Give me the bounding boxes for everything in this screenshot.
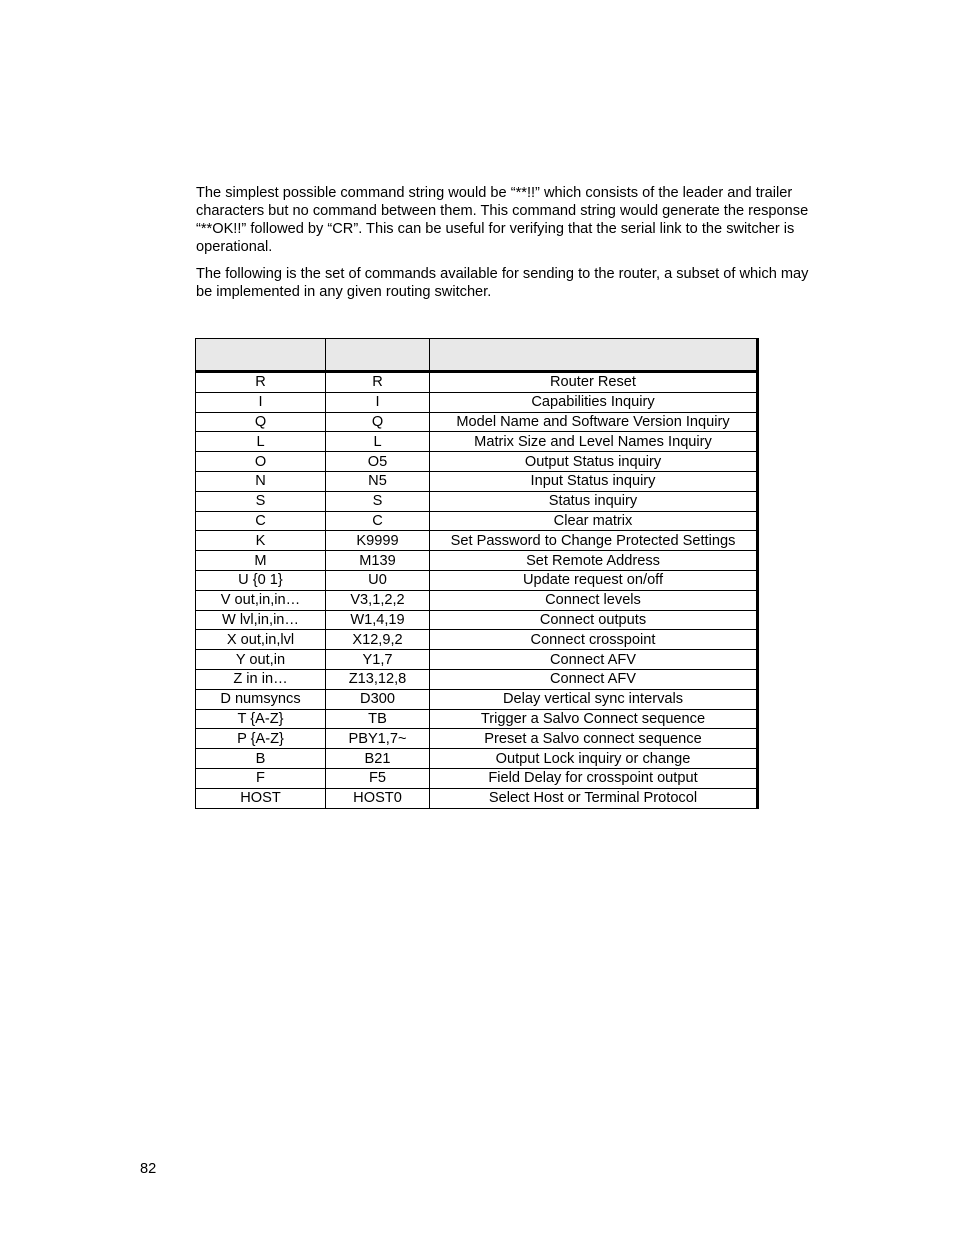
example-cell: S: [326, 491, 430, 511]
example-cell: Z13,12,8: [326, 669, 430, 689]
description-cell: Clear matrix: [430, 511, 758, 531]
paragraph-simplest-command: The simplest possible command string would be “**!!” which consists of the leader and trailer characters but no command between them. This command string would generate the response “**OK!!” followed by “CR”. This can be useful for verifying that the serial link to the switcher is operational.: [196, 185, 809, 255]
example-cell: D300: [326, 689, 430, 709]
command-cell: V out,in,in…: [196, 590, 326, 610]
command-cell: HOST: [196, 788, 326, 808]
example-cell: O5: [326, 452, 430, 472]
example-cell: PBY1,7~: [326, 729, 430, 749]
example-cell: U0: [326, 570, 430, 590]
table-row: [196, 630, 758, 650]
example-cell: C: [326, 511, 430, 531]
example-cell: X12,9,2: [326, 630, 430, 650]
description-cell: Output Lock inquiry or change: [430, 749, 758, 769]
example-cell: Q: [326, 412, 430, 432]
command-cell: N: [196, 471, 326, 491]
command-cell: F: [196, 768, 326, 788]
example-cell: TB: [326, 709, 430, 729]
command-cell: Y out,in: [196, 650, 326, 670]
example-cell: N5: [326, 471, 430, 491]
command-cell: T {A-Z}: [196, 709, 326, 729]
description-cell: Output Status inquiry: [430, 452, 758, 472]
description-cell: Select Host or Terminal Protocol: [430, 788, 758, 808]
command-cell: W lvl,in,in…: [196, 610, 326, 630]
command-cell: Q: [196, 412, 326, 432]
table-row: [196, 432, 758, 452]
example-cell: M139: [326, 551, 430, 571]
example-cell: Y1,7: [326, 650, 430, 670]
description-cell: Connect levels: [430, 590, 758, 610]
command-cell: R: [196, 372, 326, 393]
table-row: [196, 590, 758, 610]
table-row: [196, 689, 758, 709]
description-cell: Input Status inquiry: [430, 471, 758, 491]
command-cell: Z in in…: [196, 669, 326, 689]
command-cell: C: [196, 511, 326, 531]
command-cell: L: [196, 432, 326, 452]
command-cell: I: [196, 392, 326, 412]
description-cell: Field Delay for crosspoint output: [430, 768, 758, 788]
header-cell-example: [326, 339, 430, 372]
example-cell: K9999: [326, 531, 430, 551]
command-cell: P {A-Z}: [196, 729, 326, 749]
command-cell: S: [196, 491, 326, 511]
table-row: [196, 372, 758, 393]
example-cell: L: [326, 432, 430, 452]
table-row: [196, 491, 758, 511]
description-cell: Status inquiry: [430, 491, 758, 511]
table-row: [196, 452, 758, 472]
description-cell: Connect crosspoint: [430, 630, 758, 650]
table-row: [196, 511, 758, 531]
command-cell: D numsyncs: [196, 689, 326, 709]
page-number: 82: [140, 1161, 157, 1177]
table-row: [196, 412, 758, 432]
command-table: [195, 338, 759, 809]
table-row: [196, 709, 758, 729]
table-row: [196, 669, 758, 689]
example-cell: W1,4,19: [326, 610, 430, 630]
table-row: [196, 768, 758, 788]
description-cell: Delay vertical sync intervals: [430, 689, 758, 709]
description-cell: Set Remote Address: [430, 551, 758, 571]
table-row: [196, 392, 758, 412]
table-row: [196, 531, 758, 551]
command-cell: O: [196, 452, 326, 472]
example-cell: HOST0: [326, 788, 430, 808]
description-cell: Connect outputs: [430, 610, 758, 630]
table-row: [196, 570, 758, 590]
table-row: [196, 650, 758, 670]
command-cell: X out,in,lvl: [196, 630, 326, 650]
header-cell-command: [196, 339, 326, 372]
command-cell: U {0 1}: [196, 570, 326, 590]
command-table-body: [196, 372, 758, 809]
paragraph-command-set-intro: The following is the set of commands available for sending to the router, a subset of which may be implemented in any given routing switcher.: [196, 266, 809, 300]
description-cell: Model Name and Software Version Inquiry: [430, 412, 758, 432]
description-cell: Trigger a Salvo Connect sequence: [430, 709, 758, 729]
example-cell: I: [326, 392, 430, 412]
table-row: [196, 610, 758, 630]
table-row: [196, 471, 758, 491]
description-cell: Preset a Salvo connect sequence: [430, 729, 758, 749]
table-row: [196, 729, 758, 749]
table-row: [196, 788, 758, 808]
description-cell: Connect AFV: [430, 669, 758, 689]
description-cell: Capabilities Inquiry: [430, 392, 758, 412]
command-cell: M: [196, 551, 326, 571]
example-cell: R: [326, 372, 430, 393]
description-cell: Update request on/off: [430, 570, 758, 590]
command-table-header: [196, 339, 758, 372]
table-row: [196, 749, 758, 769]
description-cell: Connect AFV: [430, 650, 758, 670]
header-cell-description: [430, 339, 758, 372]
description-cell: Router Reset: [430, 372, 758, 393]
example-cell: F5: [326, 768, 430, 788]
example-cell: V3,1,2,2: [326, 590, 430, 610]
table-row: [196, 551, 758, 571]
description-cell: Set Password to Change Protected Settings: [430, 531, 758, 551]
command-cell: K: [196, 531, 326, 551]
header-row: [196, 339, 758, 372]
example-cell: B21: [326, 749, 430, 769]
description-cell: Matrix Size and Level Names Inquiry: [430, 432, 758, 452]
command-cell: B: [196, 749, 326, 769]
